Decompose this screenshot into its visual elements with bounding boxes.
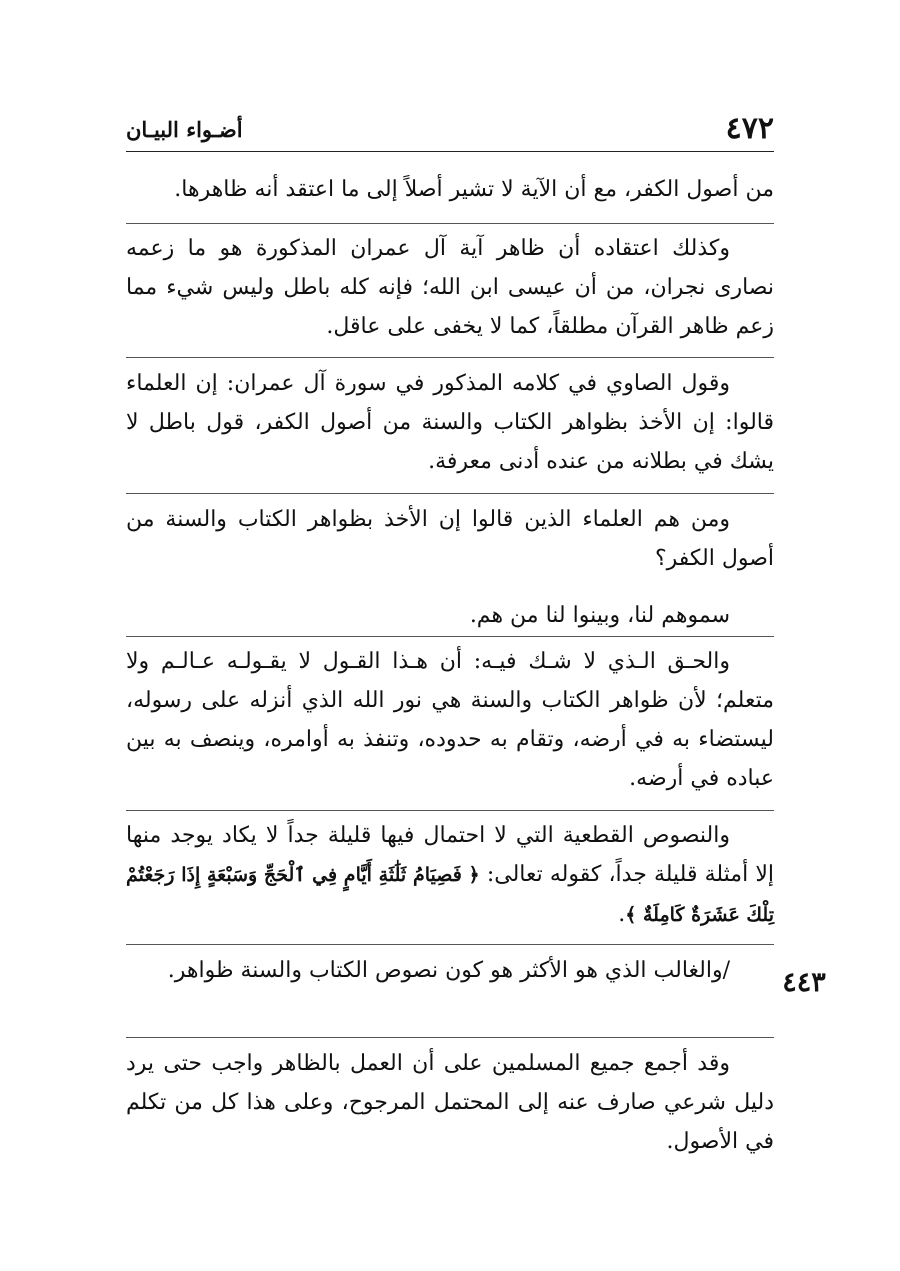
quran-verse: ﴿ فَصِيَامُ ثَلَٰثَةِ أَيَّامٍ فِي ٱلْحَجِّ وَسَبْعَةٍ إِذَا رَجَعْتُمْ تِلْكَ عَشَرَةٌ كَامِلَةٌ ﴾	[126, 864, 774, 926]
paragraph-text: والنصوص القطعية التي لا احتمال فيها قليلة جداً لا يكاد يوجد منها إلا أمثلة قليلة جداً، كقوله تعالى:	[126, 823, 774, 887]
paragraph: وقول الصاوي في كلامه المذكور في سورة آل عمران: إن العلماء قالوا: إن الأخذ بظواهر الكتاب والسنة من أصول الكفر، قول باطل لا يشك في بطلانه من عنده أدنى معرفة.	[126, 371, 774, 474]
paragraph: من أصول الكفر، مع أن الآية لا تشير أصلاً إلى ما اعتقد أنه ظاهرها.	[174, 177, 774, 202]
paragraph-divider	[126, 223, 774, 224]
paragraph-with-verse	[126, 816, 774, 935]
paragraph: /والغالب الذي هو الأكثر هو كون نصوص الكتاب والسنة ظواهر.	[167, 958, 730, 983]
paragraph: سموهم لنا، وبينوا لنا من هم.	[469, 603, 730, 628]
paragraph-end: .	[618, 902, 626, 927]
page-number: ٤٧٢	[725, 111, 774, 146]
paragraph-divider	[126, 636, 774, 637]
page-header	[126, 108, 774, 152]
book-title: أضـواء البيـان	[126, 117, 243, 142]
paragraph: ومن هم العلماء الذين قالوا إن الأخذ بظواهر الكتاب والسنة من أصول الكفر؟	[126, 507, 774, 571]
paragraph-divider	[126, 810, 774, 811]
paragraph-divider	[126, 944, 774, 945]
header-rule	[126, 151, 774, 152]
paragraph: وقد أجمع جميع المسلمين على أن العمل بالظاهر واجب حتى يرد دليل شرعي صارف عنه إلى المحتمل المرجوح، وعلى هذا كل من تكلم في الأصول.	[126, 1051, 774, 1154]
paragraph-divider	[126, 1037, 774, 1038]
paragraph-divider	[126, 493, 774, 494]
paragraph: والحـق الـذي لا شـك فيـه: أن هـذا القـول لا يقـولـه عـالـم ولا متعلم؛ لأن ظواهر الكتاب والسنة هي نور الله الذي أنزله على رسوله، ليستضاء به في أرضه، وتقام به حدوده، وتنفذ به أوامره، وينصف به بين عباده في أرضه.	[126, 649, 774, 791]
paragraph: وكذلك اعتقاده أن ظاهر آية آل عمران المذكورة هو ما زعمه نصارى نجران، من أن عيسى ابن الله؛ فإنه كله باطل وليس شيء مما زعم ظاهر القرآن مطلقاً، كما لا يخفى على عاقل.	[126, 236, 774, 339]
paragraph-divider	[126, 357, 774, 358]
margin-page-reference: ٤٤٣	[782, 967, 826, 998]
